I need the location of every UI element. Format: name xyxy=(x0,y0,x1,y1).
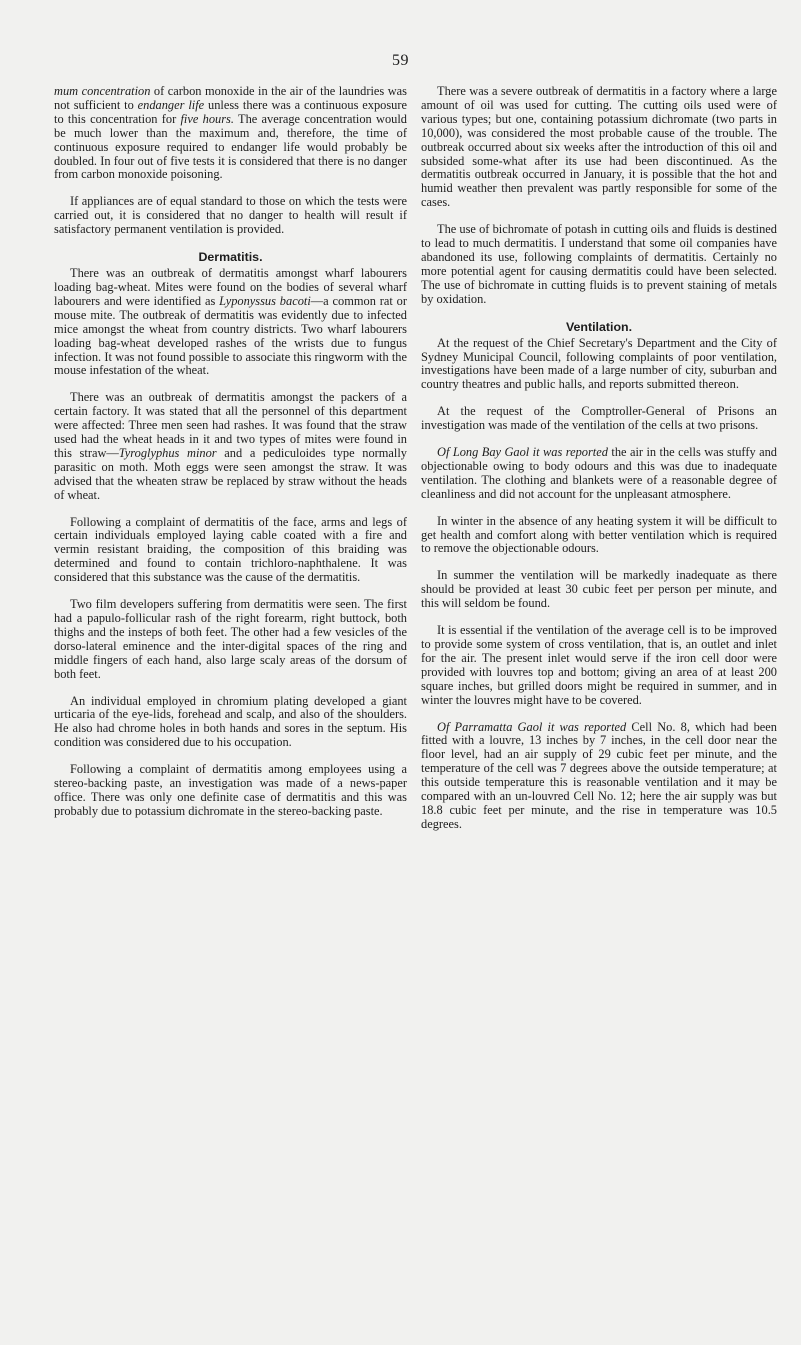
paragraph: An individual employed in chromium plating developed a giant urticaria of the eye-lids, forehead and scalp, and also of the shoulders. He also had chrome holes in both hands and sores in the septum. His condition was considered due to his occupation. xyxy=(54,693,407,750)
paragraph: Two film developers suffering from dermatitis were seen. The first had a papulo-follicular rash of the right forearm, right buttock, both thighs and the insteps of both feet. The other had a few vesicles of the dorso-lateral eminence and the inter-digital spaces of the ring and middle fingers of each hand, also large scaly areas of the dorsum of both feet. xyxy=(54,597,407,681)
text-run: of carbon monoxide in the air of the laundries was not sufficient to xyxy=(54,84,407,112)
text-run: The average concentration would be much lower than the maximum and, therefore, the time of continuous exposure required to endanger life would probably be doubled. In four out of five tests it is considered that there is no danger from carbon monoxide poisoning. xyxy=(54,111,407,182)
section-heading-dermatitis: Dermatitis. xyxy=(198,250,263,265)
text-run: —a common rat or mouse mite. The outbreak of dermatitis was evidently due to infected mice amongst the wheat from country districts. Two wharf labourers loading bag-wheat developed rashes of the wrists due to fungus infection. It was not found possible to associate this ringworm with the mouse infestation of the wheat. xyxy=(54,293,408,378)
left-column xyxy=(54,85,407,832)
paragraph: If appliances are of equal standard to those on which the tests were carried out, it is considered that no danger to health will result if satisfactory permanent ventilation is provided. xyxy=(54,194,407,237)
italic-text: five hours. xyxy=(180,111,234,126)
italic-text: Of Parramatta Gaol it was reported xyxy=(437,719,627,734)
paragraph: There was a severe outbreak of dermatitis in a factory where a large amount of oil was used for cutting. The cutting oils used were of various types; but one, containing potassium dichromate (two parts in 10,000), was considered the most probable cause of the trouble. The outbreak occurred about six weeks after the introduction of this oil and subsided some-what after its use had been discontinued. As the dermatitis outbreak occurred in January, it is possible that the hot and humid weather then prevalent was partly responsible for some of the cases. xyxy=(421,84,777,210)
paragraph: At the request of the Chief Secretary's Department and the City of Sydney Municipal Council, following complaints of poor ventilation, investigations have been made of a large number of city, suburban and country theatres and public halls, and reports submitted thereon. xyxy=(421,335,777,392)
italic-text: Lyponyssus bacoti xyxy=(219,293,311,308)
paragraph: At the request of the Comptroller-General of Prisons an investigation was made of the ventilation of the cells at two prisons. xyxy=(421,404,777,433)
text-run: the air in the cells was stuffy and objectionable owing to body odours and this was due to inadequate ventilation. The clothing and blankets were of a reasonable degree of cleanliness and did not account for the unpleasant atmosphere. xyxy=(421,445,777,501)
paragraph: It is essential if the ventilation of the average cell is to be improved to provide some system of cross ventilation, that is, an outlet and inlet for the air. The present inlet would serve if the iron cell door were provided with louvres top and bottom; giving an area of at least 200 square inches, but grilled doors might be required in summer, and in winter the louvres might have to be covered. xyxy=(421,623,777,707)
text-run: There was an outbreak of dermatitis amongst the packers of a certain factory. It was stated that all the personnel of this department were affected: Three men seen had rashes. It was found that the straw used had the wheat heads in it and two types of mites were found in this straw— xyxy=(54,390,407,460)
text-run: and a pediculoides type normally parasitic on moth. Moth eggs were seen amongst the straw. It was advised that the wheaten straw be replaced by straw without the heads of wheat. xyxy=(54,445,408,502)
paragraph xyxy=(54,85,407,182)
text-run: There was an outbreak of dermatitis amongst wharf labourers loading bag-wheat. Mites were found on the bodies of several wharf labourers and were identified as xyxy=(54,266,407,308)
paragraph: In winter in the absence of any heating system it will be difficult to get health and comfort along with better ventilation which is required to remove the objectionable odours. xyxy=(421,513,777,556)
paragraph: The use of bichromate of potash in cutting oils and fluids is destined to lead to much dermatitis. I understand that some oil companies have abandoned its use, following complaints of dermatitis. Certainly no more potential agent for causing dermatitis could have been selected. The use of bichromate in cutting fluids is to prevent staining of metals by oxidation. xyxy=(421,222,777,306)
italic-text: mum concentration xyxy=(54,84,151,98)
paragraph xyxy=(54,267,407,378)
paragraph xyxy=(421,721,777,832)
paragraph: Following a complaint of dermatitis among employees using a stereo-backing paste, an investigation was made of a news-paper office. There was only one definite case of dermatitis and this was probably due to potassium dichromate in the stereo-backing paste. xyxy=(54,762,407,818)
text-run: Cell No. 8, which had been fitted with a louvre, 13 inches by 7 inches, in the cell door near the floor level, had an air supply of 29 cubic feet per minute, and the temperature of the cell was 7 degrees above the outside temperature; at this outside temperature this is reasonable ventilation and it may be compared with an un-louvred Cell No. 12; here the air supply was but 18.8 cubic feet per minute, and the rise in temperature was 10.5 degrees. xyxy=(421,719,777,831)
italic-text: Tyroglyphus minor xyxy=(118,445,217,460)
italic-text: endanger life xyxy=(137,97,205,112)
section-heading-ventilation: Ventilation. xyxy=(565,319,633,334)
page-number: 59 xyxy=(392,52,409,69)
paragraph: In summer the ventilation will be markedly inadequate as there should be provided at least 30 cubic feet per person per minute, and this will seldom be found. xyxy=(421,568,777,611)
paragraph xyxy=(421,446,777,502)
text-run: unless there was a continuous exposure to this concentration for xyxy=(54,97,407,126)
paragraph: Following a complaint of dermatitis of the face, arms and legs of certain individuals employed laying cable coated with a fire and vermin resistant braiding, the composition of this braiding was determined and found to contain trichloro-naphthalene. It was considered that this substance was the cause of the dermatitis. xyxy=(54,514,407,585)
paragraph xyxy=(54,391,407,502)
italic-text: Of Long Bay Gaol it was reported xyxy=(437,445,608,460)
right-column xyxy=(421,85,777,845)
